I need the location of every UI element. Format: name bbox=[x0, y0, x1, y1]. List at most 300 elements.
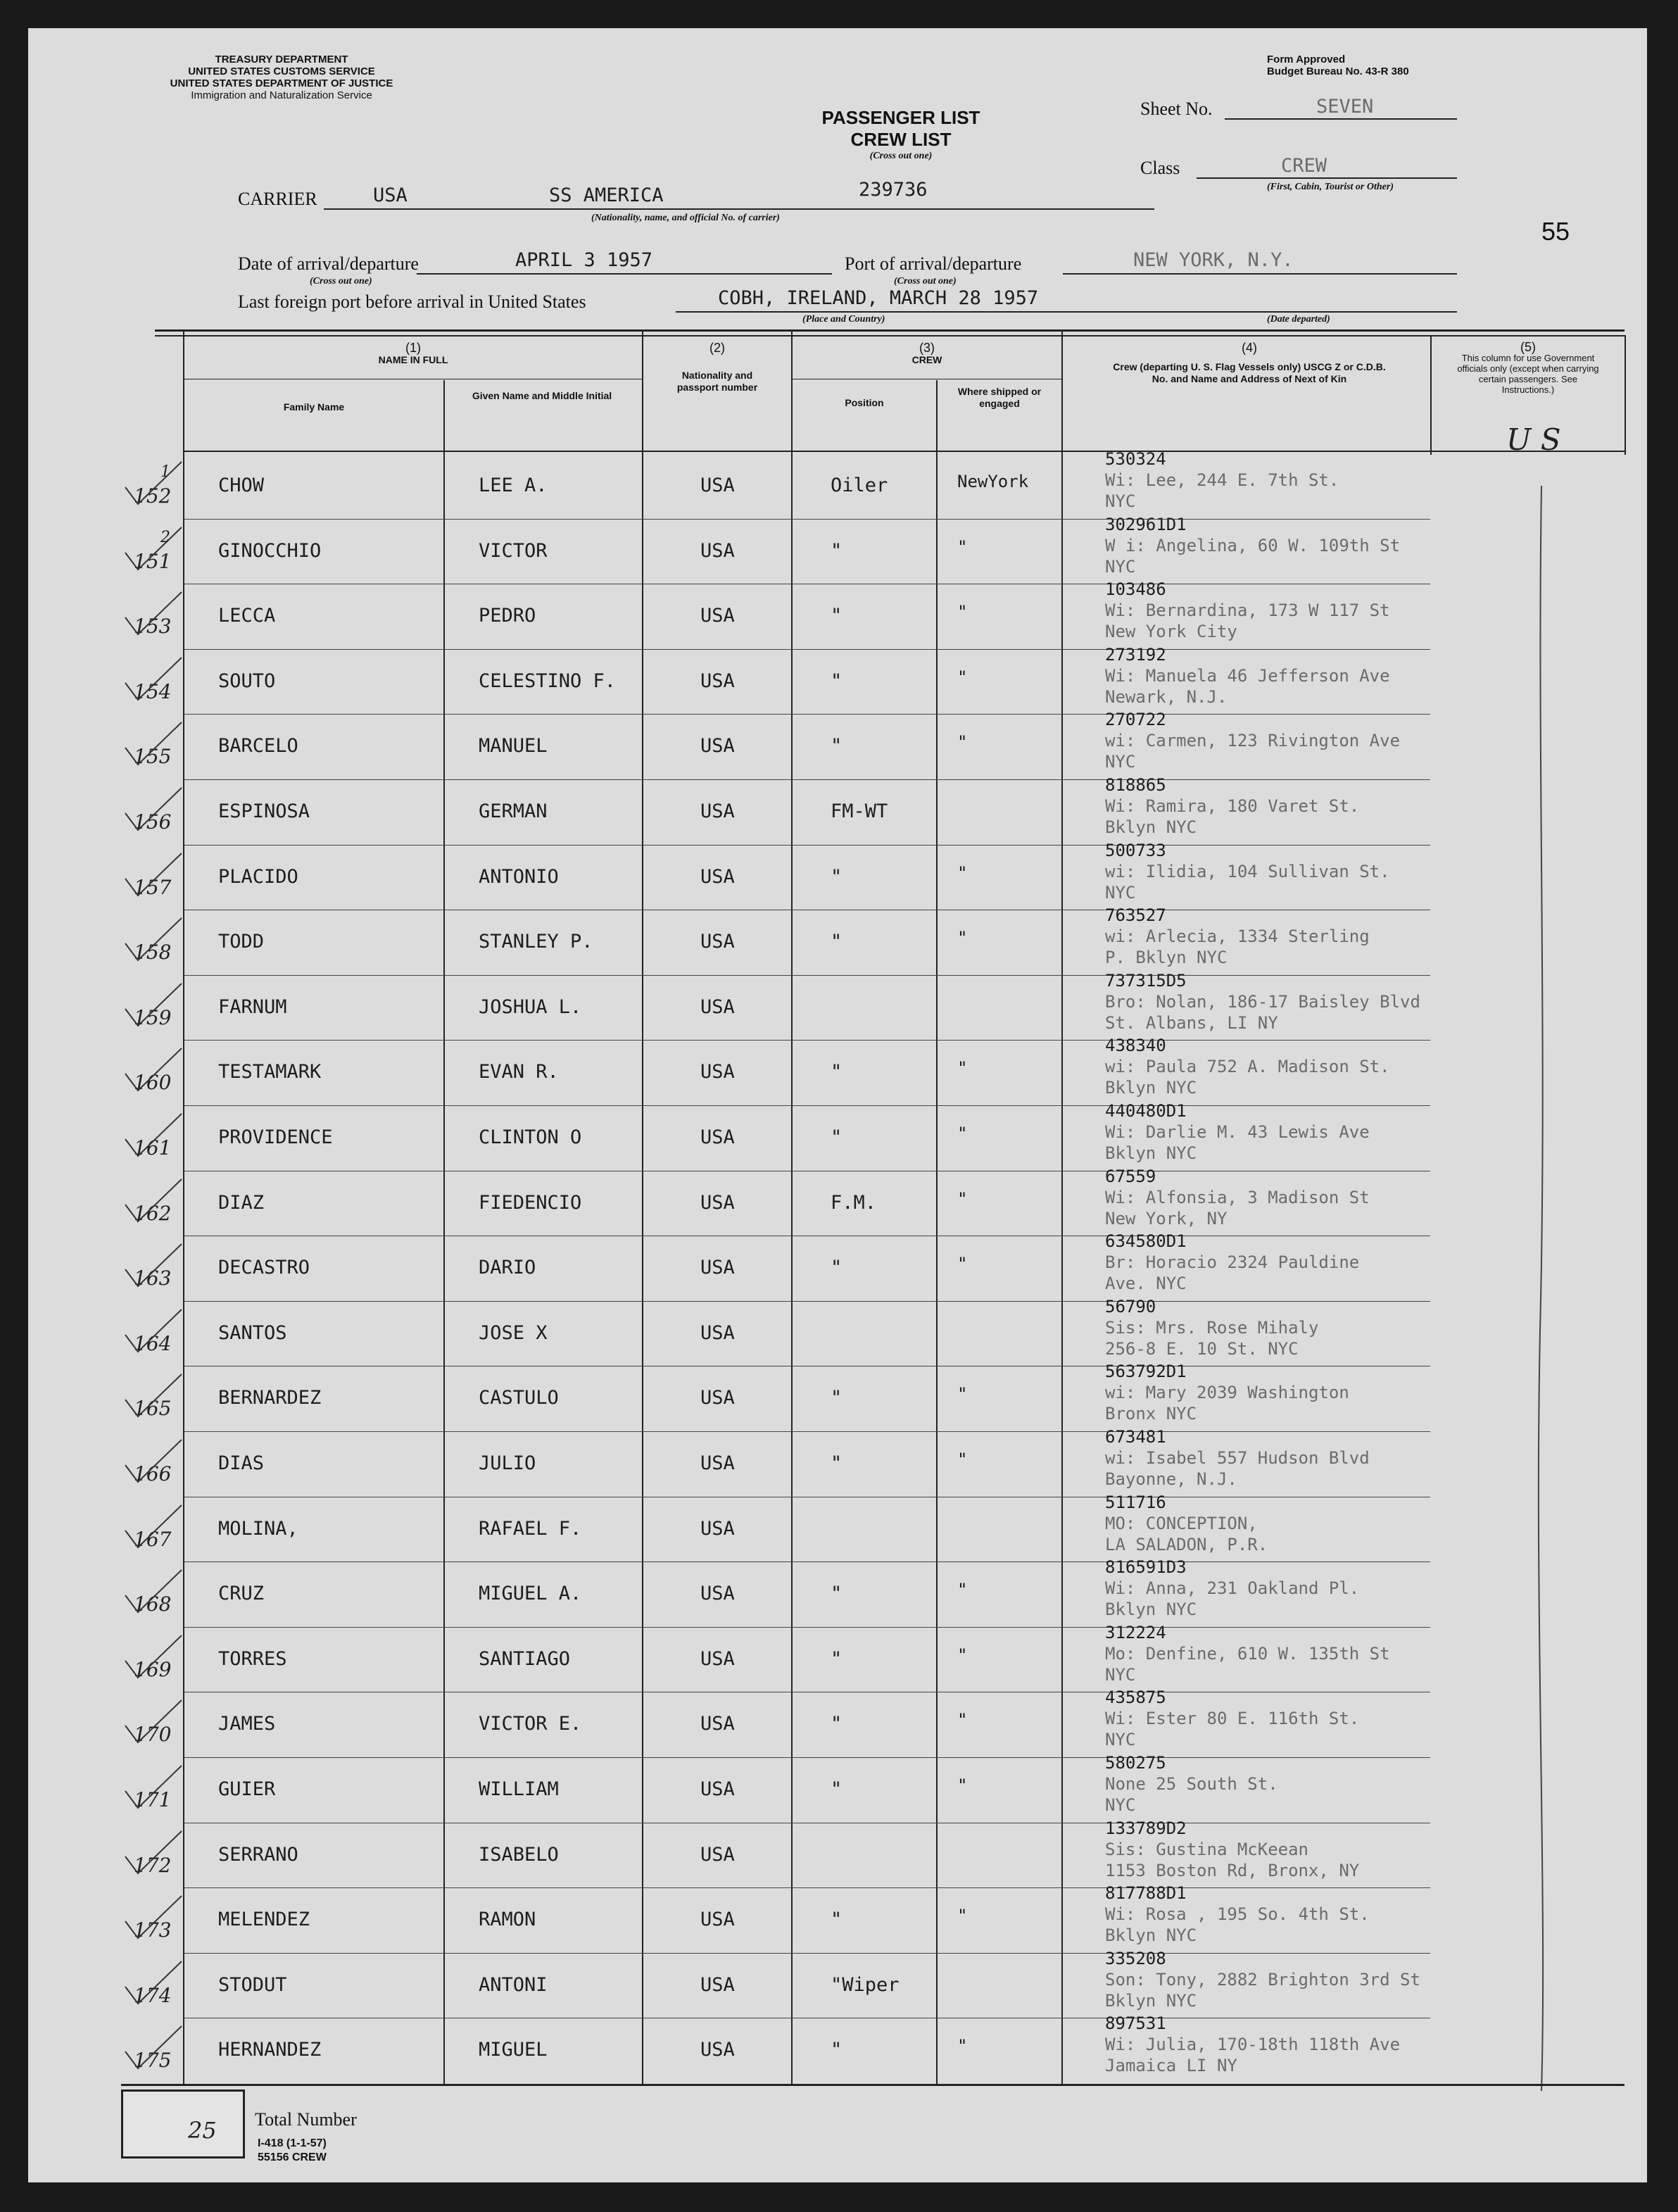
last-port-value: COBH, IRELAND, MARCH 28 1957 bbox=[718, 287, 1039, 309]
agency-line: TREASURY DEPARTMENT bbox=[215, 54, 348, 65]
table-row bbox=[28, 1036, 1647, 1105]
sheet-line bbox=[1225, 96, 1457, 120]
given-name: MIGUEL A. bbox=[479, 1583, 582, 1605]
table-row bbox=[28, 1883, 1647, 1953]
family-name: TESTAMARK bbox=[218, 1061, 322, 1083]
family-name: BERNARDEZ bbox=[218, 1387, 322, 1409]
given-name: JOSHUA L. bbox=[479, 995, 582, 1018]
family-name: SERRANO bbox=[218, 1843, 298, 1866]
row-number: 173 bbox=[134, 1918, 172, 1942]
arrival-date-line bbox=[417, 249, 832, 275]
table-row bbox=[28, 1362, 1647, 1431]
family-name: TODD bbox=[218, 931, 265, 953]
check-mark-icon bbox=[122, 1828, 186, 1878]
row-number: 172 bbox=[134, 1853, 172, 1877]
nationality: USA bbox=[700, 539, 735, 562]
date-departed-caption: (Date departed) bbox=[1267, 314, 1330, 325]
col1-title: NAME IN FULL bbox=[378, 354, 448, 365]
kin-number: 133789D2 bbox=[1105, 1818, 1187, 1838]
check-mark-icon bbox=[122, 1633, 186, 1682]
arrival-date-value: APRIL 3 1957 bbox=[515, 249, 653, 271]
kin-address-2: St. Albans, LI NY bbox=[1105, 1012, 1278, 1033]
col4-title: Crew (departing U. S. Flag Vessels only) USCG Z or C.D.B. No. and Name and Address of Next of Kin bbox=[1113, 361, 1386, 384]
given-name: ANTONIO bbox=[479, 865, 559, 888]
position: " bbox=[831, 2039, 843, 2061]
check-mark-icon bbox=[122, 850, 186, 900]
carrier-line bbox=[324, 179, 1154, 210]
kin-name-address: wi: Carmen, 123 Rivington Ave bbox=[1105, 731, 1401, 751]
family-name: SOUTO bbox=[218, 670, 276, 692]
total-value: 25 bbox=[188, 2117, 217, 2144]
kin-address-2: 1153 Boston Rd, Bronx, NY bbox=[1105, 1860, 1360, 1880]
arrival-date-caption: (Cross out one) bbox=[310, 276, 372, 287]
kin-name-address: Sis: Gustina McKeean bbox=[1105, 1839, 1308, 1859]
kin-name-address: Wi: Rosa , 195 So. 4th St. bbox=[1105, 1904, 1370, 1925]
family-name: CHOW bbox=[218, 475, 265, 496]
nationality: USA bbox=[700, 995, 735, 1018]
position: " bbox=[831, 735, 843, 758]
header-bottom-rule bbox=[184, 451, 1625, 452]
check-mark-icon bbox=[122, 1307, 186, 1356]
col-divider bbox=[1625, 335, 1626, 455]
col3-shipped-head: Where shipped or engaged bbox=[957, 386, 1042, 409]
position: " bbox=[831, 1452, 843, 1474]
table-row bbox=[28, 1231, 1647, 1301]
form-approval bbox=[1267, 54, 1506, 77]
carrier-label: CARRIER bbox=[238, 189, 317, 209]
where-shipped: " bbox=[957, 1384, 968, 1405]
table-row bbox=[28, 970, 1647, 1041]
given-name: CELESTINO F. bbox=[479, 670, 617, 692]
kin-number: 817788D1 bbox=[1105, 1883, 1187, 1904]
kin-name-address: Son: Tony, 2882 Brighton 3rd St bbox=[1105, 1969, 1420, 1990]
sheet-value: SEVEN bbox=[1316, 96, 1374, 118]
family-name: GUIER bbox=[218, 1778, 276, 1800]
kin-address-2: NYC bbox=[1105, 882, 1136, 903]
kin-name-address: Wi: Ramira, 180 Varet St. bbox=[1105, 796, 1360, 816]
check-mark-icon bbox=[122, 459, 186, 508]
position: " bbox=[831, 1126, 843, 1148]
kin-name-address: W i: Angelina, 60 W. 109th St bbox=[1105, 535, 1401, 555]
kin-number: 530324 bbox=[1105, 449, 1166, 469]
table-row bbox=[28, 1753, 1647, 1823]
col2-head bbox=[645, 342, 790, 394]
sheet-label: Sheet No. bbox=[1140, 99, 1213, 119]
row-number: 167 bbox=[134, 1527, 172, 1551]
row-number: 164 bbox=[134, 1331, 172, 1355]
col1-family-head: Family Name bbox=[283, 401, 345, 413]
where-shipped: " bbox=[957, 1450, 968, 1469]
kin-name-address: Sis: Mrs. Rose Mihaly bbox=[1105, 1317, 1319, 1338]
nationality: USA bbox=[700, 1517, 735, 1540]
kin-number: 511716 bbox=[1105, 1492, 1166, 1512]
where-shipped: " bbox=[957, 602, 968, 622]
table-row bbox=[28, 514, 1647, 584]
check-mark-icon bbox=[122, 1045, 186, 1095]
col1-head bbox=[184, 342, 642, 366]
kin-address-2: New York City bbox=[1105, 622, 1237, 642]
col2-title: Nationality and passport number bbox=[676, 370, 758, 393]
position: " bbox=[831, 1387, 843, 1409]
form-approved: Form Approved bbox=[1267, 54, 1346, 65]
nationality: USA bbox=[700, 735, 735, 758]
position: F.M. bbox=[831, 1191, 877, 1214]
last-port-label: Last foreign port before arrival in United States bbox=[238, 291, 586, 312]
column5-note: U S bbox=[1506, 422, 1561, 457]
check-mark-icon bbox=[122, 1763, 186, 1812]
given-name: VICTOR E. bbox=[479, 1713, 582, 1735]
family-name: PLACIDO bbox=[218, 865, 298, 888]
kin-name-address: Wi: Manuela 46 Jefferson Ave bbox=[1105, 665, 1390, 686]
position: " bbox=[831, 670, 843, 692]
kin-number: 438340 bbox=[1105, 1036, 1166, 1056]
carrier-caption: (Nationality, name, and official No. of carrier) bbox=[591, 213, 780, 223]
nationality: USA bbox=[700, 1778, 735, 1800]
kin-number: 302961D1 bbox=[1105, 514, 1187, 534]
page-number: 55 bbox=[1541, 217, 1570, 246]
given-name: FIEDENCIO bbox=[479, 1191, 582, 1214]
class-label: Class bbox=[1140, 158, 1180, 178]
row-index-mark: 1 bbox=[160, 463, 170, 481]
row-number: 166 bbox=[134, 1462, 172, 1485]
class-line bbox=[1197, 155, 1457, 179]
kin-number: 270722 bbox=[1105, 710, 1166, 730]
given-name: VICTOR bbox=[479, 539, 548, 562]
given-name: JOSE X bbox=[479, 1321, 548, 1344]
check-mark-icon bbox=[122, 1437, 186, 1486]
kin-address-2: Jamaica LI NY bbox=[1105, 2056, 1237, 2076]
kin-name-address: Wi: Bernardina, 173 W 117 St bbox=[1105, 601, 1390, 621]
nationality: USA bbox=[700, 1647, 735, 1670]
nationality: USA bbox=[700, 931, 735, 953]
where-shipped: " bbox=[957, 1580, 968, 1600]
row-number: 154 bbox=[134, 679, 172, 703]
family-name: PROVIDENCE bbox=[218, 1126, 333, 1148]
check-mark-icon bbox=[122, 1893, 186, 1942]
where-shipped: " bbox=[957, 732, 968, 753]
row-number: 161 bbox=[134, 1136, 172, 1160]
family-name: MOLINA, bbox=[218, 1517, 298, 1540]
where-shipped: " bbox=[957, 1710, 968, 1730]
check-mark-icon bbox=[122, 524, 186, 574]
table-row bbox=[28, 1818, 1647, 1888]
row-number: 158 bbox=[134, 941, 172, 964]
family-name: CRUZ bbox=[218, 1583, 265, 1605]
nationality: USA bbox=[700, 1191, 735, 1214]
position: FM-WT bbox=[831, 800, 888, 822]
table-row bbox=[28, 905, 1647, 975]
where-shipped: " bbox=[957, 1188, 968, 1209]
given-name: STANLEY P. bbox=[479, 931, 593, 953]
total-box bbox=[121, 2090, 245, 2158]
total-label: Total Number bbox=[255, 2109, 357, 2130]
table-top-rule bbox=[155, 329, 1625, 332]
table-row bbox=[28, 1427, 1647, 1497]
nationality: USA bbox=[700, 1973, 735, 1996]
class-caption: (First, Cabin, Tourist or Other) bbox=[1267, 182, 1394, 192]
given-name: CLINTON O bbox=[479, 1126, 582, 1148]
family-name: HERNANDEZ bbox=[218, 2039, 322, 2061]
form-number: I-418 (1-1-57) bbox=[258, 2137, 327, 2149]
kin-address-2: NYC bbox=[1105, 1730, 1136, 1750]
position: "Wiper bbox=[831, 1973, 900, 1996]
row-number: 170 bbox=[134, 1723, 172, 1747]
kin-number: 580275 bbox=[1105, 1753, 1166, 1773]
given-name: GERMAN bbox=[479, 800, 548, 822]
col5-head bbox=[1433, 342, 1623, 395]
table-row bbox=[28, 449, 1647, 519]
nationality: USA bbox=[700, 1126, 735, 1148]
nationality: USA bbox=[700, 1909, 735, 1931]
check-mark-icon bbox=[122, 1697, 186, 1747]
kin-number: 440480D1 bbox=[1105, 1101, 1187, 1121]
check-mark-icon bbox=[122, 719, 186, 769]
where-shipped: " bbox=[957, 1254, 968, 1274]
arrival-date-label: Date of arrival/departure bbox=[238, 253, 419, 274]
where-shipped: " bbox=[957, 1124, 968, 1143]
nationality: USA bbox=[700, 1257, 735, 1279]
where-shipped: " bbox=[957, 1645, 968, 1665]
family-name: BARCELO bbox=[218, 735, 298, 758]
kin-number: 634580D1 bbox=[1105, 1231, 1187, 1252]
agency-block bbox=[134, 54, 429, 101]
row-number: 159 bbox=[134, 1005, 172, 1029]
where-shipped: " bbox=[957, 667, 968, 687]
kin-name-address: Wi: Lee, 244 E. 7th St. bbox=[1105, 470, 1339, 490]
kin-number: 673481 bbox=[1105, 1427, 1166, 1447]
position: " bbox=[831, 1909, 843, 1931]
given-name: ISABELO bbox=[479, 1843, 559, 1866]
col3-position-head: Position bbox=[845, 397, 884, 408]
kin-name-address: MO: CONCEPTION, bbox=[1105, 1513, 1258, 1533]
nationality: USA bbox=[700, 605, 735, 627]
kin-address-2: NYC bbox=[1105, 752, 1136, 772]
given-name: RAFAEL F. bbox=[479, 1517, 582, 1540]
table-row bbox=[28, 1557, 1647, 1627]
kin-address-2: P. Bklyn NYC bbox=[1105, 948, 1228, 968]
given-name: DARIO bbox=[479, 1257, 536, 1279]
position: " bbox=[831, 1778, 843, 1800]
kin-number: 435875 bbox=[1105, 1688, 1166, 1708]
row-number: 160 bbox=[134, 1071, 172, 1095]
given-name: WILLIAM bbox=[479, 1778, 559, 1800]
check-mark-icon bbox=[122, 981, 186, 1030]
table-row bbox=[28, 1948, 1647, 2018]
agency-line: UNITED STATES DEPARTMENT OF JUSTICE bbox=[170, 77, 393, 89]
table-row bbox=[28, 1688, 1647, 1757]
given-name: EVAN R. bbox=[479, 1061, 559, 1083]
kin-number: 763527 bbox=[1105, 905, 1166, 926]
col1-given-head: Given Name and Middle Initial bbox=[472, 390, 612, 401]
passenger-list-title: PASSENGER LIST bbox=[821, 107, 980, 128]
kin-name-address: wi: Paula 752 A. Madison St. bbox=[1105, 1057, 1390, 1077]
where-shipped: " bbox=[957, 1906, 968, 1926]
nationality: USA bbox=[700, 1843, 735, 1866]
check-mark-icon bbox=[122, 1241, 186, 1290]
row-number: 153 bbox=[134, 615, 172, 639]
row-index-mark: 2 bbox=[160, 528, 170, 546]
kin-number: 816591D3 bbox=[1105, 1557, 1187, 1578]
nationality: USA bbox=[700, 670, 735, 692]
place-caption: (Place and Country) bbox=[802, 314, 885, 325]
nationality: USA bbox=[700, 1387, 735, 1409]
check-mark-icon bbox=[122, 1176, 186, 1226]
given-name: RAMON bbox=[479, 1909, 536, 1931]
kin-address-2: NYC bbox=[1105, 491, 1136, 511]
row-number: 155 bbox=[134, 745, 172, 769]
kin-number: 67559 bbox=[1105, 1166, 1156, 1186]
port-value: NEW YORK, N.Y. bbox=[1133, 249, 1294, 271]
port-line bbox=[1063, 249, 1457, 275]
nationality: USA bbox=[700, 865, 735, 888]
kin-name-address: wi: Ilidia, 104 Sullivan St. bbox=[1105, 861, 1390, 881]
class-value: CREW bbox=[1281, 155, 1327, 177]
table-row bbox=[28, 840, 1647, 910]
nationality: USA bbox=[700, 1713, 735, 1735]
kin-name-address: Wi: Anna, 231 Oakland Pl. bbox=[1105, 1578, 1360, 1599]
row-number: 175 bbox=[134, 2049, 172, 2073]
row-number: 162 bbox=[134, 1201, 172, 1225]
where-shipped: " bbox=[957, 1776, 968, 1795]
agency-line: UNITED STATES CUSTOMS SERVICE bbox=[188, 65, 375, 77]
family-name: DIAZ bbox=[218, 1191, 265, 1214]
family-name: DIAS bbox=[218, 1452, 265, 1474]
col3-num: (3) bbox=[919, 341, 935, 355]
kin-number: 500733 bbox=[1105, 840, 1166, 860]
nationality: USA bbox=[700, 2039, 735, 2061]
kin-address-2: Bklyn NYC bbox=[1105, 1078, 1197, 1098]
given-name: SANTIAGO bbox=[479, 1647, 571, 1670]
col5-title: This column for use Government officials only (except when carrying certain passengers. See Instructions.) bbox=[1457, 353, 1599, 395]
kin-number: 737315D5 bbox=[1105, 970, 1187, 991]
given-name: ANTONI bbox=[479, 1973, 548, 1996]
col5-num: (5) bbox=[1520, 340, 1536, 354]
position: " bbox=[831, 1583, 843, 1605]
position: " bbox=[831, 1713, 843, 1735]
table-row bbox=[28, 1166, 1647, 1236]
kin-number: 335208 bbox=[1105, 1948, 1166, 1968]
check-mark-icon bbox=[122, 1959, 186, 2008]
row-number: 157 bbox=[134, 875, 172, 899]
nationality: USA bbox=[700, 1583, 735, 1605]
position: Oiler bbox=[831, 475, 888, 496]
kin-address-2: NYC bbox=[1105, 556, 1136, 577]
row-number: 169 bbox=[134, 1657, 172, 1681]
nationality: USA bbox=[700, 800, 735, 822]
table-row bbox=[28, 644, 1647, 715]
table-row bbox=[28, 775, 1647, 845]
check-mark-icon bbox=[122, 785, 186, 834]
kin-name-address: Bro: Nolan, 186-17 Baisley Blvd bbox=[1105, 991, 1420, 1012]
table-bottom-rule bbox=[121, 2084, 1625, 2086]
row-number: 152 bbox=[134, 484, 172, 508]
kin-address-2: NYC bbox=[1105, 1664, 1136, 1685]
kin-address-2: Ave. NYC bbox=[1105, 1274, 1187, 1294]
table-top-rule-2 bbox=[155, 335, 1625, 337]
kin-address-2: New York, NY bbox=[1105, 1208, 1228, 1228]
family-name: SANTOS bbox=[218, 1321, 287, 1344]
kin-address-2: LA SALADON, P.R. bbox=[1105, 1534, 1268, 1554]
position: " bbox=[831, 1061, 843, 1083]
family-name: DECASTRO bbox=[218, 1257, 310, 1279]
kin-address-2: Bklyn NYC bbox=[1105, 1925, 1197, 1946]
carrier-name: SS AMERICA bbox=[549, 184, 664, 206]
nationality: USA bbox=[700, 1321, 735, 1344]
given-name: MIGUEL bbox=[479, 2039, 548, 2061]
given-name: JULIO bbox=[479, 1452, 536, 1474]
col4-head bbox=[1077, 342, 1422, 385]
kin-address-2: Bklyn NYC bbox=[1105, 817, 1197, 837]
kin-name-address: Br: Horacio 2324 Pauldine bbox=[1105, 1252, 1360, 1273]
col3-title: CREW bbox=[911, 354, 942, 365]
col-divider bbox=[1430, 335, 1432, 455]
kin-name-address: Wi: Alfonsia, 3 Madison St bbox=[1105, 1187, 1370, 1207]
check-mark-icon bbox=[122, 915, 186, 964]
kin-address-2: Bklyn NYC bbox=[1105, 1600, 1197, 1620]
kin-number: 103486 bbox=[1105, 579, 1166, 600]
check-mark-icon bbox=[122, 589, 186, 639]
row-number: 151 bbox=[134, 549, 172, 573]
table-row bbox=[28, 1492, 1647, 1562]
table-row bbox=[28, 2013, 1647, 2083]
nationality: USA bbox=[700, 1452, 735, 1474]
list-title bbox=[774, 107, 1028, 162]
nationality: USA bbox=[700, 475, 735, 496]
kin-address-2: Bklyn NYC bbox=[1105, 1990, 1197, 2011]
family-name: TORRES bbox=[218, 1647, 287, 1670]
col2-num: (2) bbox=[709, 341, 725, 355]
kin-name-address: None 25 South St. bbox=[1105, 1774, 1278, 1794]
kin-number: 312224 bbox=[1105, 1622, 1166, 1642]
given-name: PEDRO bbox=[479, 605, 536, 627]
table-row bbox=[28, 1622, 1647, 1692]
kin-address-2: Bayonne, N.J. bbox=[1105, 1469, 1237, 1489]
family-name: STODUT bbox=[218, 1973, 287, 1996]
position: " bbox=[831, 1257, 843, 1279]
row-number: 171 bbox=[134, 1788, 172, 1811]
kin-name-address: Wi: Darlie M. 43 Lewis Ave bbox=[1105, 1122, 1370, 1142]
kin-address-2: Bklyn NYC bbox=[1105, 1143, 1197, 1163]
table-row bbox=[28, 1296, 1647, 1366]
kin-address-2: Newark, N.J. bbox=[1105, 686, 1228, 707]
table-row bbox=[28, 710, 1647, 779]
kin-address-2: 256-8 E. 10 St. NYC bbox=[1105, 1338, 1299, 1359]
given-name: MANUEL bbox=[479, 735, 548, 758]
check-mark-icon bbox=[122, 1567, 186, 1616]
row-number: 168 bbox=[134, 1592, 172, 1616]
check-mark-icon bbox=[122, 1371, 186, 1421]
kin-number: 897531 bbox=[1105, 2013, 1166, 2034]
col4-num: (4) bbox=[1242, 341, 1257, 355]
family-name: LECCA bbox=[218, 605, 276, 627]
family-name: GINOCCHIO bbox=[218, 539, 322, 562]
family-name: ESPINOSA bbox=[218, 800, 310, 822]
row-number: 174 bbox=[134, 1983, 172, 2007]
kin-name-address: wi: Mary 2039 Washington bbox=[1105, 1383, 1349, 1403]
carrier-nationality: USA bbox=[373, 184, 408, 206]
kin-name-address: wi: Isabel 557 Hudson Blvd bbox=[1105, 1448, 1370, 1468]
cross-out-caption: (Cross out one) bbox=[869, 151, 933, 161]
kin-address-2: NYC bbox=[1105, 1795, 1136, 1815]
given-name: LEE A. bbox=[479, 475, 548, 496]
family-name: MELENDEZ bbox=[218, 1909, 310, 1931]
check-mark-icon bbox=[122, 1111, 186, 1160]
nationality: USA bbox=[700, 1061, 735, 1083]
table-row bbox=[28, 579, 1647, 649]
kin-number: 818865 bbox=[1105, 775, 1166, 795]
agency-line: Immigration and Naturalization Service bbox=[191, 89, 372, 101]
family-name: FARNUM bbox=[218, 995, 287, 1018]
